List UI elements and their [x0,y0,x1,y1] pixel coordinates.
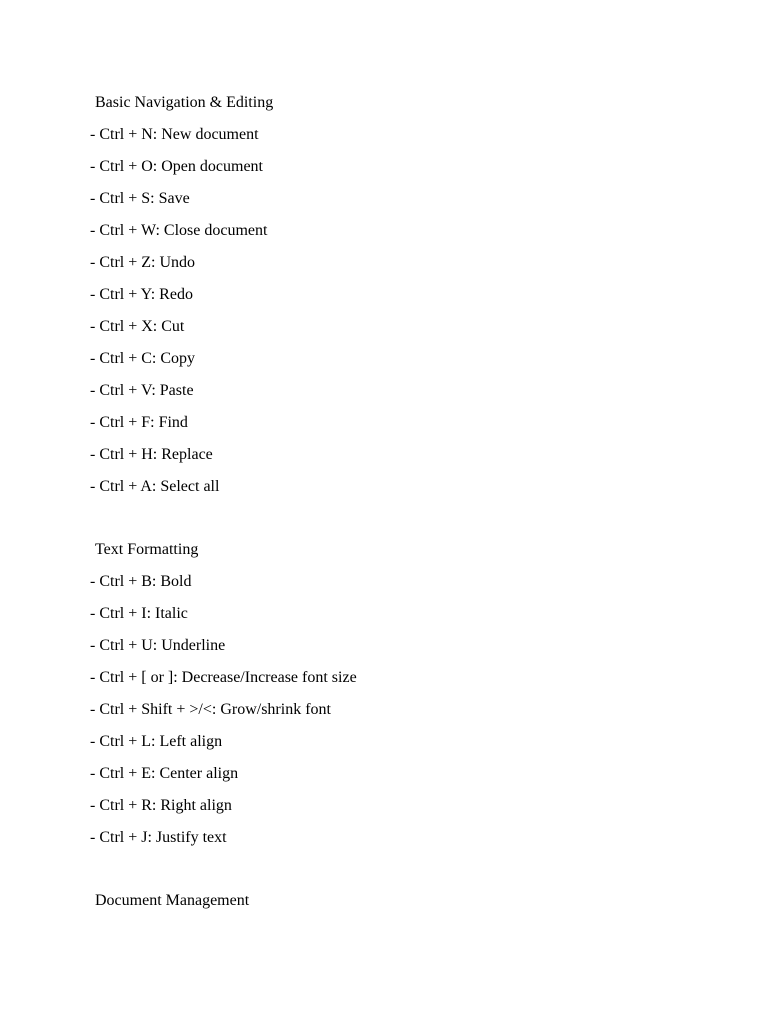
shortcut-item: - Ctrl + Y: Redo [90,286,193,303]
shortcut-list [90,123,710,507]
section-heading: Basic Navigation & Editing [95,94,274,111]
section-text-formatting [90,538,710,858]
shortcut-item: - Ctrl + L: Left align [90,733,223,750]
shortcut-list [90,570,710,858]
shortcut-item: - Ctrl + O: Open document [90,158,263,175]
shortcut-item: - Ctrl + E: Center align [90,765,239,782]
shortcut-item: - Ctrl + X: Cut [90,318,185,335]
shortcut-item: - Ctrl + J: Justify text [90,829,227,846]
shortcut-item: - Ctrl + F: Find [90,414,188,431]
shortcut-item: - Ctrl + B: Bold [90,573,192,590]
document-body [90,91,710,921]
shortcut-item: - Ctrl + R: Right align [90,797,232,814]
section-basic-navigation-editing [90,91,710,507]
section-document-management [90,889,710,921]
shortcut-item: - Ctrl + A: Select all [90,478,220,495]
shortcut-item: - Ctrl + C: Copy [90,350,196,367]
shortcut-item: - Ctrl + N: New document [90,126,259,143]
section-heading: Document Management [95,892,250,909]
shortcut-item: - Ctrl + [ or ]: Decrease/Increase font size [90,669,357,686]
shortcut-item: - Ctrl + H: Replace [90,446,213,463]
shortcut-item: - Ctrl + U: Underline [90,637,226,654]
shortcut-item: - Ctrl + S: Save [90,190,190,207]
shortcut-item: - Ctrl + Shift + >/<: Grow/shrink font [90,701,331,718]
shortcut-item: - Ctrl + Z: Undo [90,254,196,271]
shortcut-item: - Ctrl + I: Italic [90,605,188,622]
section-heading: Text Formatting [95,541,199,558]
shortcut-item: - Ctrl + V: Paste [90,382,194,399]
shortcut-item: - Ctrl + W: Close document [90,222,268,239]
